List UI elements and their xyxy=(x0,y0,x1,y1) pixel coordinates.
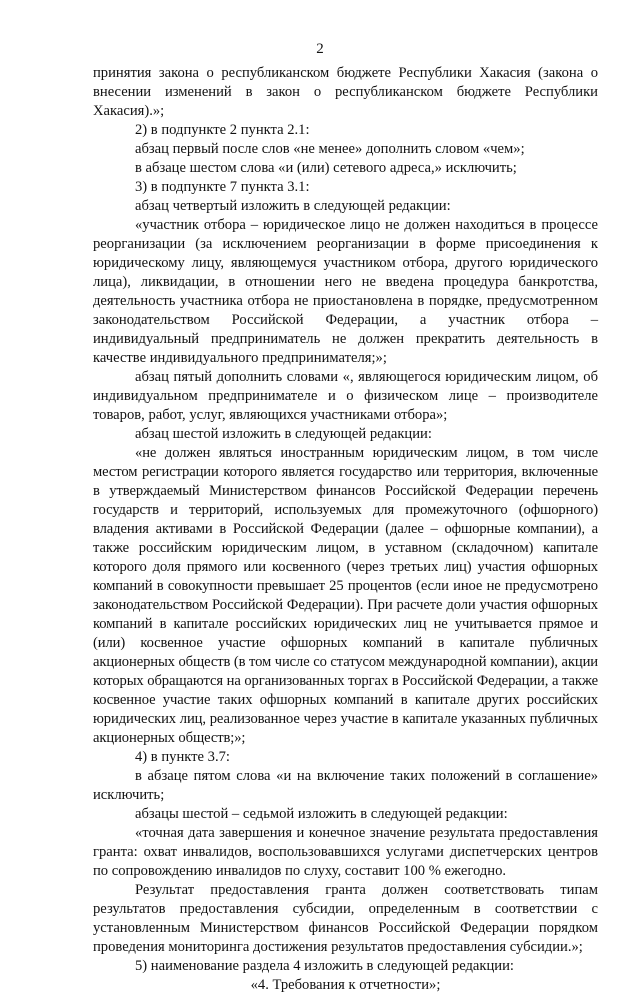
paragraph-15: Результат предоставления гранта должен соответствовать типам результатов предоставления субсидии, определенным в соответствии с установленным Министерством финансов Российской Федерации порядком проведения мониторинга достижения результатов предоставления субсидии.»; xyxy=(93,882,598,955)
paragraph-2: 2) в подпункте 2 пункта 2.1: xyxy=(135,122,310,138)
paragraph-3: абзац первый после слов «не менее» дополнить словом «чем»; xyxy=(135,141,525,157)
paragraph-6: абзац четвертый изложить в следующей редакции: xyxy=(135,198,451,214)
paragraph-16: 5) наименование раздела 4 изложить в следующей редакции: xyxy=(135,958,514,974)
paragraph-1: принятия закона о республиканском бюджете Республики Хакасия (закона о внесении изменений в закон о республиканском бюджете Республики Хакасия).»; xyxy=(93,65,598,119)
paragraph-5: 3) в подпункте 7 пункта 3.1: xyxy=(135,179,310,195)
paragraph-13: абзацы шестой – седьмой изложить в следующей редакции: xyxy=(135,806,508,822)
paragraph-4: в абзаце шестом слова «и (или) сетевого адреса,» исключить; xyxy=(135,160,517,176)
paragraph-8: абзац пятый дополнить словами «, являющегося юридическим лицом, об индивидуальном предпринимателе и о физическом лице – производителе товаров, работ, услуг, являющихся участниками отбора»; xyxy=(93,369,598,423)
paragraph-9: абзац шестой изложить в следующей редакции: xyxy=(135,426,432,442)
paragraph-10: «не должен являться иностранным юридическим лицом, в том числе местом регистрации которого является государство или территория, включенные в утверждаемый Министерством финансов Российской Федерации перечень государств и территорий, используемых для промежуточного (офшорного) владения активами в Российской Федерации (далее – офшорные компании), а также российским юридическим лицом, в уставном (складочном) капитале которого доля прямого или косвенного (через третьих лиц) участия офшорных компаний в совокупности превышает 25 процентов (если иное не предусмотрено законодательством Российской Федерации). При расчете доли участия офшорных компаний в капитале российских юридических лиц не учитывается прямое и (или) косвенное участие офшорных компаний в капитале публичных акционерных обществ (в том числе со статусом международной компании), акции которых обращаются на организованных торгах в Российской Федерации, а также косвенное участие таких офшорных компаний в капитале других российских юридических лиц, реализованное через участие в капитале указанных публичных акционерных обществ;»; xyxy=(93,445,598,746)
document-body xyxy=(93,64,598,995)
paragraph-11: 4) в пункте 3.7: xyxy=(135,749,230,765)
page-number: 2 xyxy=(316,41,324,57)
section-4-title: «4. Требования к отчетности»; xyxy=(250,977,441,993)
paragraph-12: в абзаце пятом слова «и на включение таких положений в соглашение» исключить; xyxy=(93,768,598,803)
paragraph-14: «точная дата завершения и конечное значение результата предоставления гранта: охват инвалидов, воспользовавшихся услугами диспетчерских центров по сопровождению инвалидов по слуху, составит 100 % ежегодно. xyxy=(93,825,598,879)
paragraph-7: «участник отбора – юридическое лицо не должен находиться в процессе реорганизации (за исключением реорганизации в форме присоединения к юридическому лицу, являющемуся участником отбора, другого юридического лица), ликвидации, в отношении него не введена процедура банкротства, деятельность участника отбора не приостановлена в порядке, предусмотренном законодательством Российской Федерации, а участник отбора – индивидуальный предприниматель не должен прекратить деятельность в качестве индивидуального предпринимателя;»; xyxy=(93,217,598,366)
